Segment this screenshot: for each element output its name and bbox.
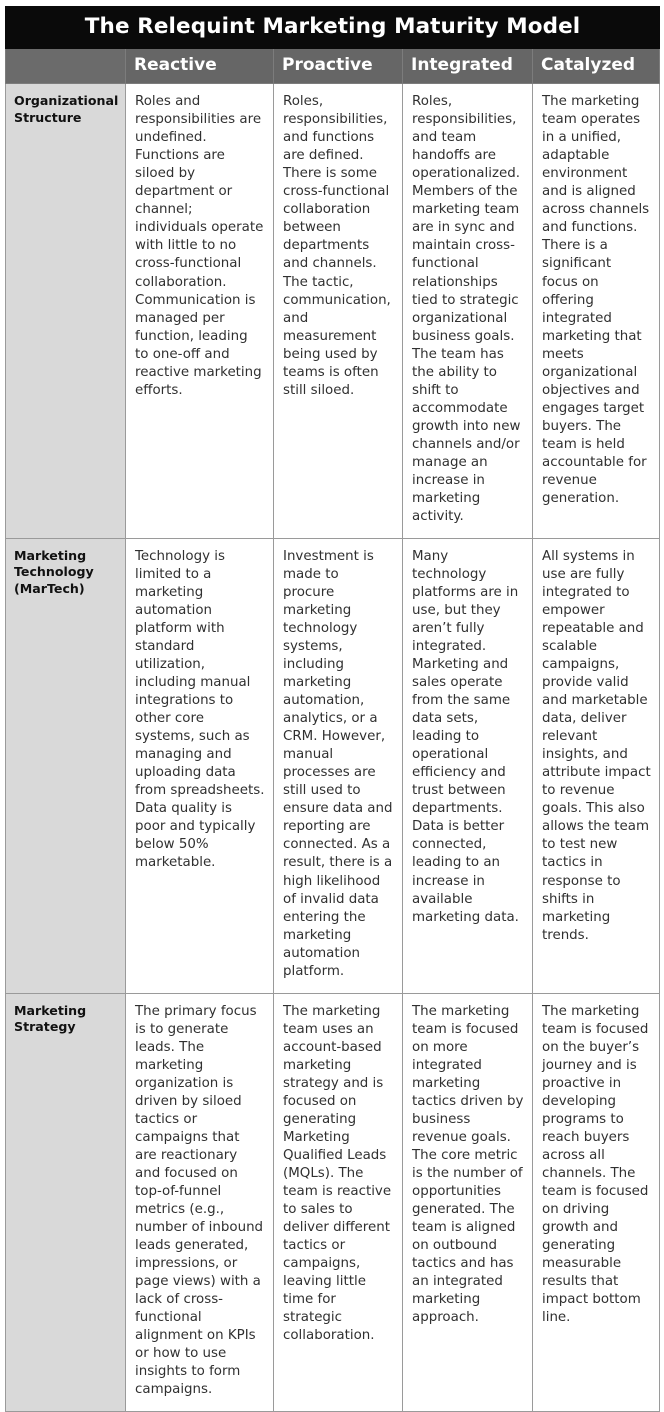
cell-marketing-technology-proactive: Investment is made to procure marketing technology systems, including marketing automation, analytics, or a CRM. However, manual processes are still used to ensure data and reporting are connected. As a result, there is a high likelihood of invalid data entering the marketing automation platform. [274, 538, 403, 993]
cell-marketing-strategy-proactive: The marketing team uses an account-based marketing strategy and is focused on generating Marketing Qualified Leads (MQLs). The team is reactive to sales to deliver different tactics or campaigns, leaving little time for strategic collaboration. [274, 993, 403, 1412]
cell-marketing-strategy-reactive: The primary focus is to generate leads. The marketing organization is driven by siloed tactics or campaigns that are reactionary and focused on top-of-funnel metrics (e.g., number of inbound leads generated, impressions, or page views) with a lack of cross-functional alignment on KPIs or how to use insights to form campaigns. [126, 993, 274, 1412]
header-corner [6, 48, 126, 84]
table-title-row [6, 7, 660, 49]
column-header-proactive: Proactive [274, 48, 403, 84]
row-label-marketing-strategy: Marketing Strategy [6, 993, 126, 1412]
cell-marketing-technology-integrated: Many technology platforms are in use, but they aren’t fully integrated. Marketing and sales operate from the same data sets, leading to operational efficiency and trust between departments. Data is better connected, leading to an increase in available marketing data. [403, 538, 533, 993]
cell-marketing-strategy-integrated: The marketing team is focused on more integrated marketing tactics driven by business revenue goals. The core metric is the number of opportunities generated. The team is aligned on outbound tactics and has an integrated marketing approach. [403, 993, 533, 1412]
table-header-row [6, 48, 660, 84]
maturity-model-table [5, 6, 660, 1412]
row-label-organizational-structure: Organizational Structure [6, 84, 126, 539]
table-row [6, 84, 660, 539]
column-header-catalyzed: Catalyzed [533, 48, 660, 84]
cell-marketing-technology-reactive: Technology is limited to a marketing automation platform with standard utilization, including manual integrations to other core systems, such as managing and uploading data from spreadsheets. Data quality is poor and typically below 50% marketable. [126, 538, 274, 993]
cell-organizational-structure-integrated: Roles, responsibilities, and team handoffs are operationalized. Members of the marketing team are in sync and maintain cross-functional relationships tied to strategic organizational business goals. The team has the ability to shift to accommodate growth into new channels and/or manage an increase in marketing activity. [403, 84, 533, 539]
column-header-reactive: Reactive [126, 48, 274, 84]
column-header-integrated: Integrated [403, 48, 533, 84]
row-label-marketing-technology: Marketing Technology (MarTech) [6, 538, 126, 993]
table-row [6, 538, 660, 993]
table-row [6, 993, 660, 1412]
cell-organizational-structure-catalyzed: The marketing team operates in a unified, adaptable environment and is aligned across channels and functions. There is a significant focus on offering integrated marketing that meets organizational objectives and engages target buyers. The team is held accountable for revenue generation. [533, 84, 660, 539]
page-title: The Relequint Marketing Maturity Model [6, 7, 660, 49]
cell-organizational-structure-reactive: Roles and responsibilities are undefined. Functions are siloed by department or channel; individuals operate with little to no cross-functional collaboration. Communication is managed per function, leading to one-off and reactive marketing efforts. [126, 84, 274, 539]
cell-marketing-technology-catalyzed: All systems in use are fully integrated to empower repeatable and scalable campaigns, provide valid and marketable data, deliver relevant insights, and attribute impact to revenue goals. This also allows the team to test new tactics in response to shifts in marketing trends. [533, 538, 660, 993]
cell-organizational-structure-proactive: Roles, responsibilities, and functions are defined. There is some cross-functional collaboration between departments and channels. The tactic, communication, and measurement being used by teams is often still siloed. [274, 84, 403, 539]
cell-marketing-strategy-catalyzed: The marketing team is focused on the buyer’s journey and is proactive in developing programs to reach buyers across all channels. The team is focused on driving growth and generating measurable results that impact bottom line. [533, 993, 660, 1412]
